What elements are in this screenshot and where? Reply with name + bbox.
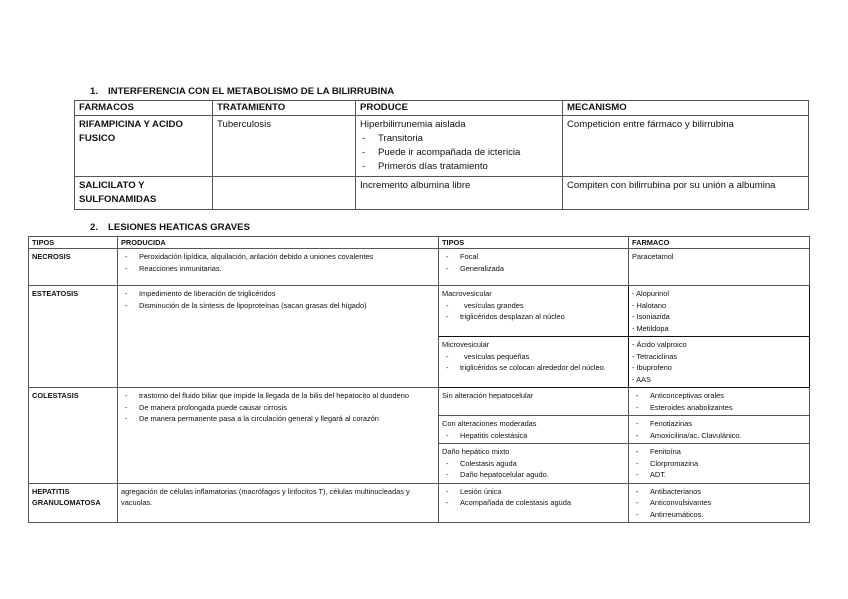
header-tratamiento: TRATAMIENTO <box>213 101 356 116</box>
list-item: - Fenotiazinas <box>632 418 806 430</box>
list-item: - Puede ir acompañada de ictericia <box>360 146 558 160</box>
list-item: - Primeros días tratamiento <box>360 160 558 174</box>
list-item: - Isoniazida <box>632 312 670 321</box>
cell-macro-farmacos <box>629 286 810 337</box>
list-item: - Ácido valproico <box>632 340 687 349</box>
cell-farmaco <box>629 483 810 523</box>
cell-tipos <box>439 249 629 286</box>
cell-farmacos: RIFAMPICINA Y ACIDO FUSICO <box>75 116 213 177</box>
cell-tipos <box>439 483 629 523</box>
list-item: - Metildopa <box>632 323 669 333</box>
header-farmaco: FARMACO <box>629 237 810 249</box>
cell-sub3-farmacos <box>629 444 810 484</box>
list-item: - Clorpromazina <box>632 458 806 470</box>
cell-producida <box>118 388 439 484</box>
table-row <box>29 483 810 523</box>
cell-micro-farmacos <box>629 337 810 388</box>
header-farmacos: FARMACOS <box>75 101 213 116</box>
cell-microvesicular <box>439 337 629 388</box>
section2-title: LESIONES HEATICAS GRAVES <box>108 222 250 233</box>
table-header-row <box>29 237 810 249</box>
list-item: - Amoxicilina/ac. Clavulánico. <box>632 430 806 442</box>
section1-title: INTERFERENCIA CON EL METABOLISMO DE LA BILIRRUBINA <box>108 86 395 97</box>
cell-produce: Incremento albumina libre <box>356 177 563 210</box>
cell-tipo: HEPATITIS GRANULOMATOSA <box>29 483 118 523</box>
list-item: - Fenitoína <box>632 446 806 458</box>
list-item: - Disminución de la síntesis de lipoproteínas (sacan grasas del hígado) <box>121 300 435 312</box>
list-item: - Acompañada de colestasis aguda <box>442 497 625 509</box>
header-mecanismo: MECANISMO <box>563 101 809 116</box>
produce-list <box>360 132 558 174</box>
header-producida: PRODUCIDA <box>118 237 439 249</box>
cell-tipo: NECROSIS <box>29 249 118 286</box>
cell-farmacos: SALICILATO Y SULFONAMIDAS <box>75 177 213 210</box>
lesiones-table <box>28 236 810 523</box>
table-row <box>75 116 809 177</box>
list-item: - vesículas grandes <box>442 300 625 312</box>
list-item: - Colestasis aguda <box>442 458 625 470</box>
sub2-title: Con alteraciones moderadas <box>442 419 537 428</box>
table-header-row <box>75 101 809 116</box>
list-item: - vesículas pequeñas <box>442 351 625 363</box>
list-item: - Daño hepatocelular agudo. <box>442 469 625 481</box>
cell-alteraciones-moderadas <box>439 416 629 444</box>
header-tipos: TIPOS <box>29 237 118 249</box>
section1-number: 1. <box>90 86 99 97</box>
list-item: - Ibuprofeno <box>632 363 672 372</box>
list-item: - ADT. <box>632 469 806 481</box>
list-item: - Alopurinol <box>632 289 669 298</box>
list-item: - Anticonceptivas orales <box>632 390 806 402</box>
cell-dano-mixto <box>439 444 629 484</box>
cell-sub1-farmacos <box>629 388 810 416</box>
sub3-title: Daño hepático mixto <box>442 447 510 456</box>
section1-heading <box>90 86 394 97</box>
micro-title: Microvesicular <box>442 340 490 349</box>
cell-tratamiento: Tuberculosis <box>213 116 356 177</box>
list-item: - De manera permanente pasa a la circulación general y llegará al corazón <box>121 413 435 425</box>
table-row <box>29 286 810 337</box>
list-item: - De manera prolongada puede causar cirrosis <box>121 402 435 414</box>
list-item: - Hepatitis colestásica <box>442 430 625 442</box>
table-row <box>75 177 809 210</box>
cell-producida <box>118 249 439 286</box>
header-produce: PRODUCE <box>356 101 563 116</box>
macro-title: Macrovesicular <box>442 289 492 298</box>
list-item: - Esteroides anabolizantes <box>632 402 806 414</box>
cell-mecanismo: Competicion entre fármaco y bilirrubina <box>563 116 809 177</box>
cell-mecanismo: Compiten con bilirrubina por su unión a albumina <box>563 177 809 210</box>
list-item: - trastorno del fluido biliar que impide la llegada de la bilis del hepatocito al duodeno <box>121 390 435 402</box>
bilirrubina-table <box>74 100 809 210</box>
cell-producida <box>118 286 439 388</box>
list-item: - Lesión única <box>442 486 625 498</box>
cell-tratamiento <box>213 177 356 210</box>
list-item: - Tetraciclinas <box>632 351 678 361</box>
cell-sub2-farmacos <box>629 416 810 444</box>
cell-producida: agregación de células inflamatorias (macrófagos y linfocitos T), células multinucleadas y vacuolas. <box>118 483 439 523</box>
header-tipos-sub: TIPOS <box>439 237 629 249</box>
cell-macrovesicular <box>439 286 629 337</box>
cell-tipo: ESTEATOSIS <box>29 286 118 388</box>
cell-tipo: COLESTASIS <box>29 388 118 484</box>
list-item: - triglicéridos desplazan al núcleo <box>442 311 625 323</box>
produce-main: Hiperbilirrunemia aislada <box>360 119 466 130</box>
list-item: - triglicéridos se colocan alrededor del núcleo. <box>442 362 625 374</box>
list-item: - Impedimento de liberación de triglicéridos <box>121 288 435 300</box>
list-item: - Reacciones inmunitarias. <box>121 263 435 275</box>
section2-heading <box>90 222 250 233</box>
list-item: - Antibacterianos <box>632 486 806 498</box>
table-row <box>29 249 810 286</box>
cell-farmaco: Paracetamol <box>629 249 810 286</box>
list-item: - Anticonvulsivantes <box>632 497 806 509</box>
list-item: - Peroxidación lipídica, alquilación, arilación debido a uniones covalentes <box>121 251 435 263</box>
list-item: - AAS <box>632 374 651 384</box>
table-row <box>29 388 810 416</box>
cell-produce <box>356 116 563 177</box>
section2-number: 2. <box>90 222 99 233</box>
list-item: - Focal <box>442 251 625 263</box>
list-item: - Halotano <box>632 300 667 310</box>
list-item: - Generalizada <box>442 263 625 275</box>
list-item: - Transitoria <box>360 132 558 146</box>
list-item: - Antirreumáticos. <box>632 509 806 521</box>
cell-sin-alteracion: Sin alteración hepatocelular <box>439 388 629 416</box>
